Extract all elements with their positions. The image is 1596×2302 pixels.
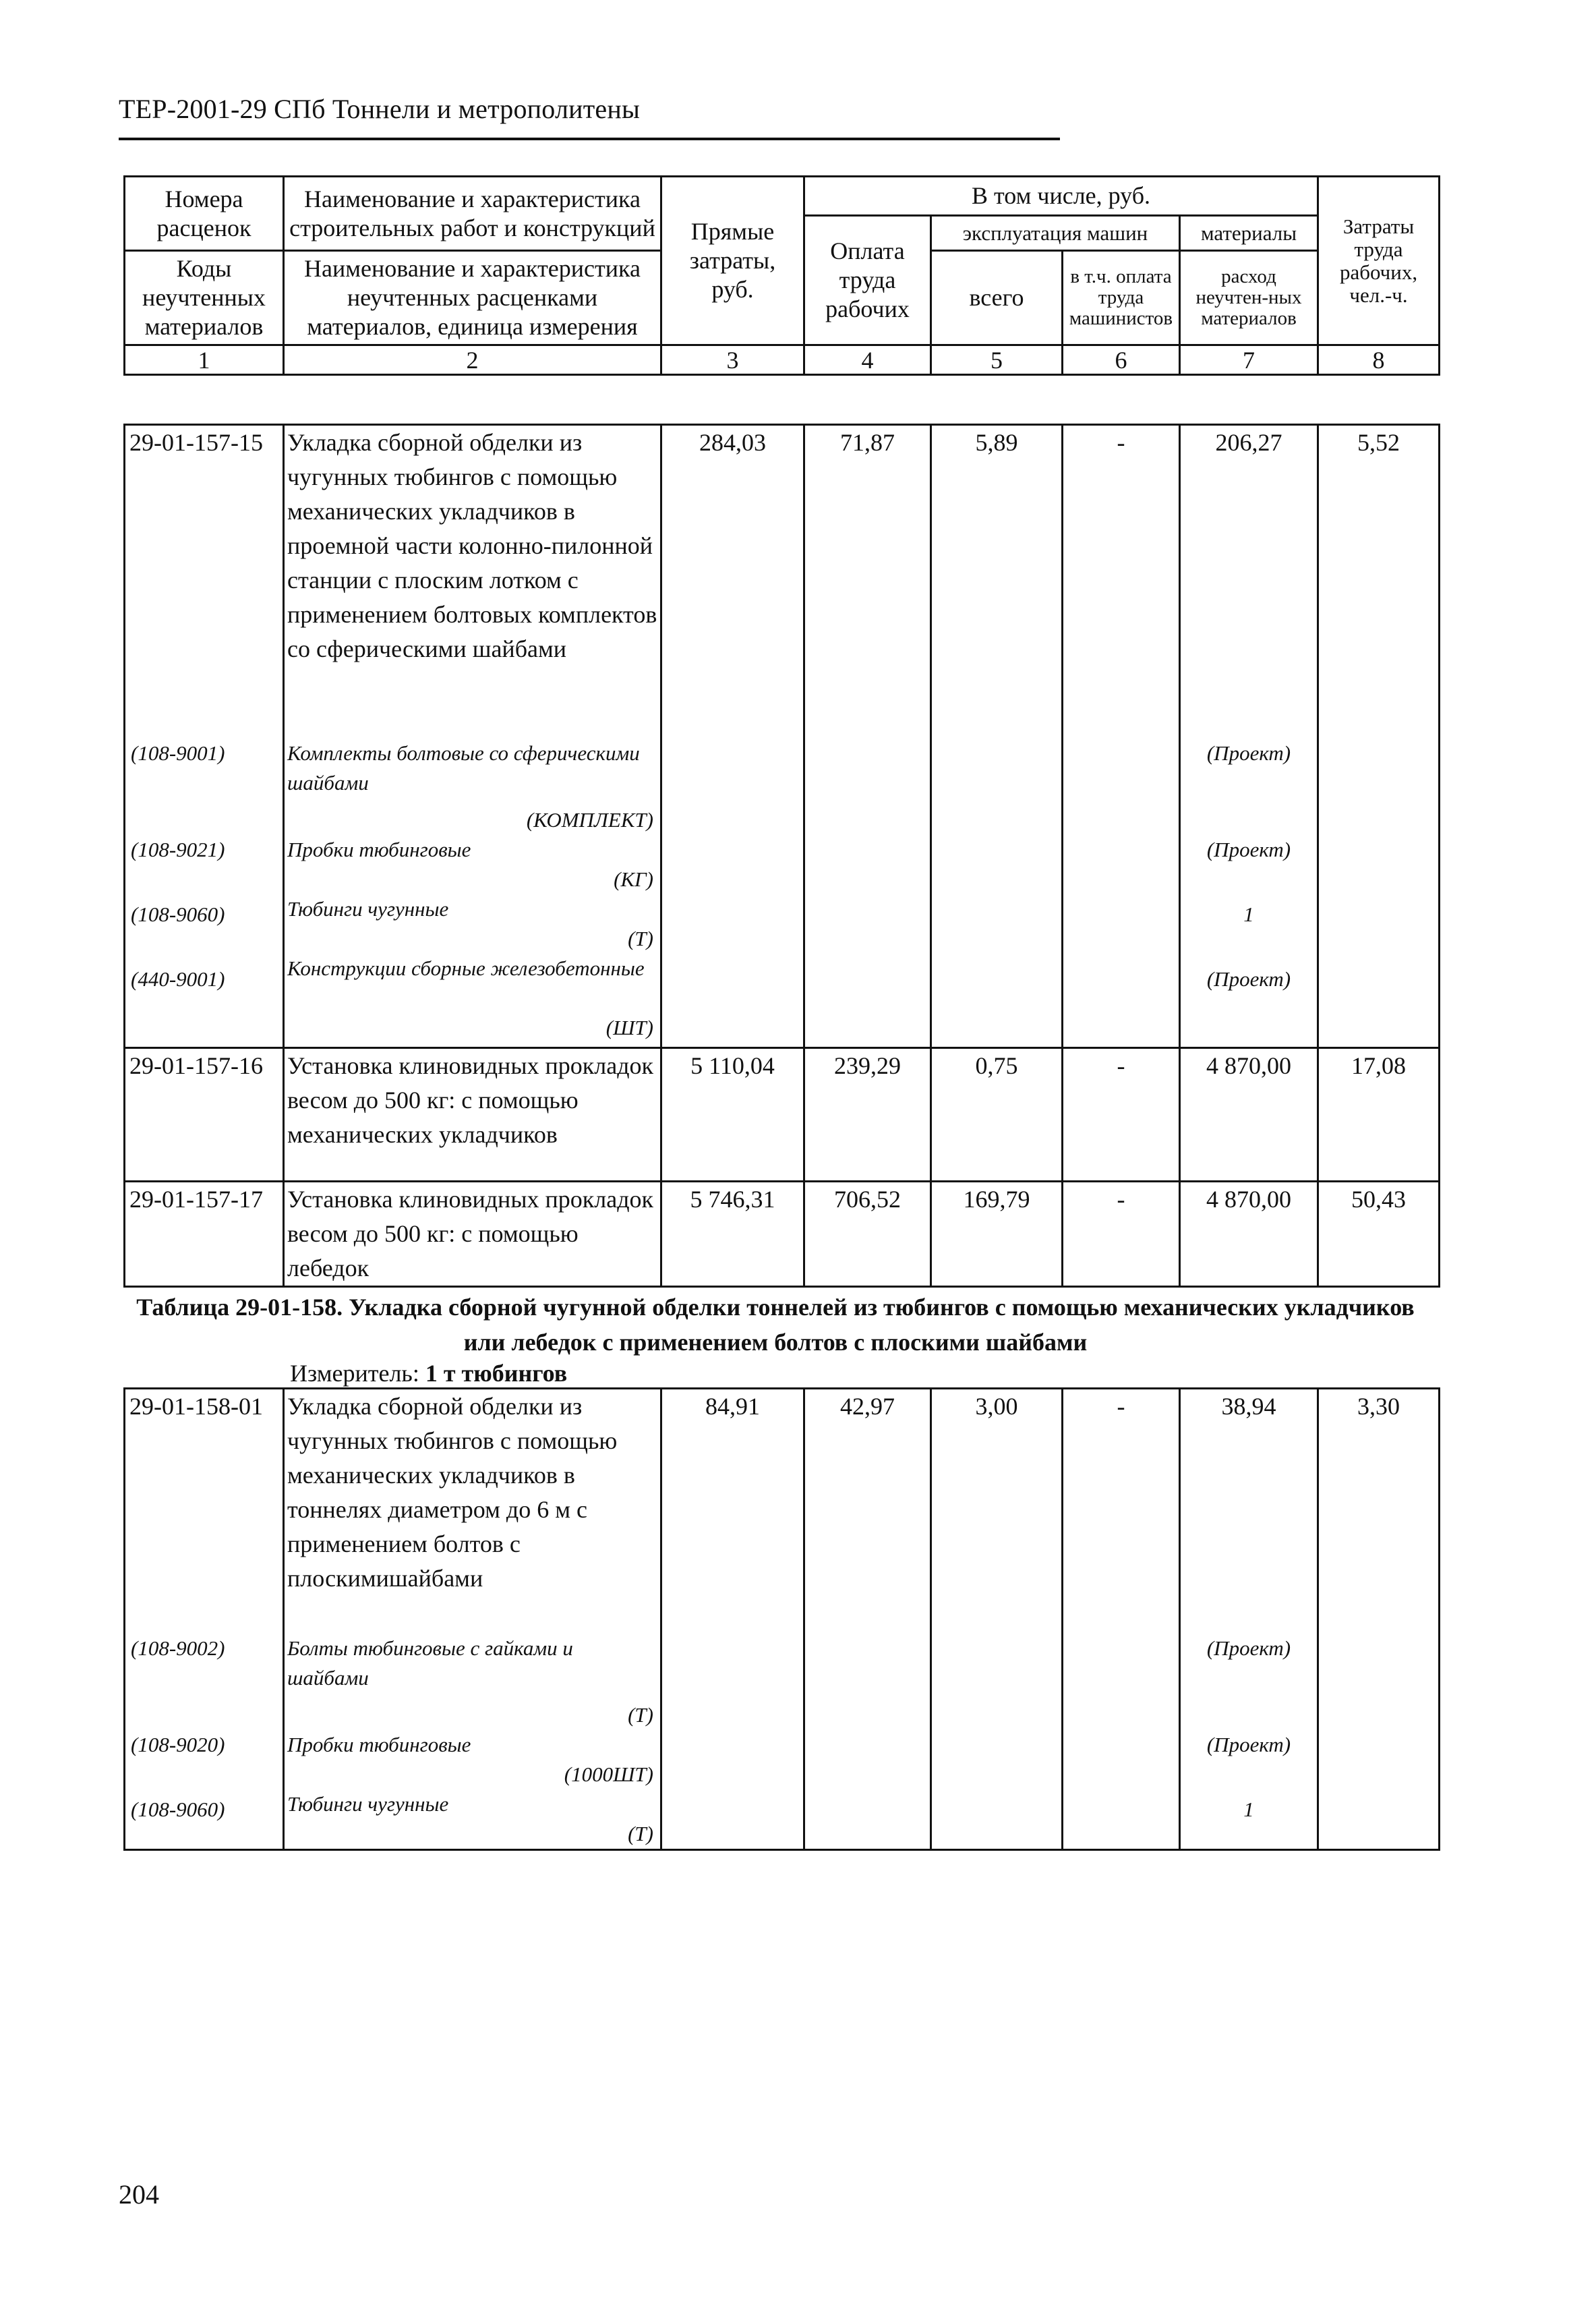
operators-pay-value: - [1063, 1389, 1180, 1850]
materials-value: 38,94 (Проект) (Проект) 1 [1180, 1389, 1318, 1850]
table-row [125, 1048, 1440, 1182]
material-name: Комплекты болтовые со сферическими шайбами [287, 741, 640, 795]
material-unit: (1000ШТ) [564, 1762, 653, 1786]
measure-value: 1 т тюбингов [425, 1360, 568, 1387]
operators-pay-value: - [1063, 425, 1180, 1048]
labor-hours-value: 5,52 [1318, 425, 1440, 1048]
materials-value: 4 870,00 [1180, 1182, 1318, 1287]
material-consumption: (Проект) [1206, 838, 1291, 861]
labor-pay-value: 706,52 [804, 1182, 931, 1287]
material-consumption: (Проект) [1206, 1636, 1291, 1660]
operators-pay-value: - [1063, 1048, 1180, 1182]
rate-name: Укладка сборной обделки из чугунных тюбингов с помощью механических укладчиков в тоннелях диаметром до 6 м с применением болтов с плоскимишайбами Болты тюбинговые с гайками и шайбами (Т) Пробки тюбинговые (1000ШТ) Тюбинги чугунные (Т) [284, 1389, 661, 1850]
table-row [125, 1182, 1440, 1287]
materials-value: 4 870,00 [1180, 1048, 1318, 1182]
direct-costs-value: 284,03 [661, 425, 804, 1048]
machines-value: 169,79 [931, 1182, 1063, 1287]
column-header-table [123, 175, 1440, 376]
measure-label: Измеритель: [290, 1360, 419, 1387]
material-unit: (Т) [628, 927, 653, 950]
header-machines-total: всего [931, 251, 1063, 345]
header-materials-consumption: расход неучтен-ных материалов [1180, 251, 1318, 345]
machines-value: 3,00 [931, 1389, 1063, 1850]
material-consumption: (Проект) [1206, 741, 1291, 765]
material-consumption: (Проект) [1206, 1733, 1291, 1756]
table-row [125, 1389, 1440, 1850]
header-labor-pay: Оплата труда рабочих [804, 216, 931, 345]
material-unit: (КОМПЛЕКТ) [526, 808, 653, 832]
material-unit: (ШТ) [605, 1016, 653, 1039]
header-unaccounted-name: Наименование и характеристика неучтенных расценками материалов, единица измерения [284, 251, 661, 345]
material-code: (108-9021) [131, 838, 225, 861]
material-code: (108-9002) [131, 1636, 225, 1660]
rate-code: 29-01-158-01 (108-9002) (108-9020) (108-9060) [125, 1389, 284, 1850]
page-number: 204 [119, 2179, 159, 2210]
rate-code: 29-01-157-17 [125, 1182, 284, 1287]
material-consumption: 1 [1243, 902, 1254, 926]
header-rule [119, 138, 1060, 140]
rates-table-158 [123, 1387, 1440, 1851]
material-name: Пробки тюбинговые [287, 838, 471, 861]
rates-table-157 [123, 424, 1440, 1288]
materials-value: 206,27 (Проект) (Проект) 1 (Проект) [1180, 425, 1318, 1048]
col-number-7: 7 [1180, 345, 1318, 375]
col-number-8: 8 [1318, 345, 1440, 375]
material-code: (108-9060) [131, 902, 225, 926]
running-head: ТЕР-2001-29 СПб Тоннели и метрополитены [119, 94, 641, 124]
material-name: Пробки тюбинговые [287, 1733, 471, 1756]
col-number-1: 1 [125, 345, 284, 375]
operators-pay-value: - [1063, 1182, 1180, 1287]
table-row [125, 425, 1440, 1048]
labor-hours-value: 17,08 [1318, 1048, 1440, 1182]
col-number-5: 5 [931, 345, 1063, 375]
col-number-4: 4 [804, 345, 931, 375]
header-materials-group: материалы [1180, 216, 1318, 251]
header-direct-costs: Прямые затраты, руб. [661, 177, 804, 345]
material-code: (108-9060) [131, 1797, 225, 1821]
direct-costs-value: 5 746,31 [661, 1182, 804, 1287]
measure-line [290, 1360, 567, 1387]
material-name: Конструкции сборные железобетонные [287, 956, 645, 980]
rate-name: Установка клиновидных прокладок весом до 500 кг: с помощью лебедок [284, 1182, 661, 1287]
machines-value: 0,75 [931, 1048, 1063, 1182]
col-number-2: 2 [284, 345, 661, 375]
labor-hours-value: 3,30 [1318, 1389, 1440, 1850]
material-code: (440-9001) [131, 967, 225, 991]
material-consumption: (Проект) [1206, 967, 1291, 991]
direct-costs-value: 5 110,04 [661, 1048, 804, 1182]
table-caption: Таблица 29-01-158. Укладка сборной чугунной обделки тоннелей из тюбингов с помощью механических укладчиков или лебедок с применением болтов с плоскими шайбами [136, 1294, 1415, 1356]
header-including-group: В том числе, руб. [804, 177, 1318, 216]
material-name: Тюбинги чугунные [287, 1792, 449, 1816]
col-number-6: 6 [1063, 345, 1180, 375]
material-code: (108-9001) [131, 741, 225, 765]
labor-hours-value: 50,43 [1318, 1182, 1440, 1287]
header-work-name: Наименование и характеристика строительных работ и конструкций [284, 177, 661, 251]
labor-pay-value: 71,87 [804, 425, 931, 1048]
machines-value: 5,89 [931, 425, 1063, 1048]
rate-code: 29-01-157-15 (108-9001) (108-9021) (108-9060) (440-9001) [125, 425, 284, 1048]
material-code: (108-9020) [131, 1733, 225, 1756]
rate-code: 29-01-157-16 [125, 1048, 284, 1182]
labor-pay-value: 239,29 [804, 1048, 931, 1182]
material-unit: (Т) [628, 1703, 653, 1727]
direct-costs-value: 84,91 [661, 1389, 804, 1850]
header-labor-hours: Затраты труда рабочих, чел.-ч. [1318, 177, 1440, 345]
header-unaccounted-codes: Коды неучтенных материалов [125, 251, 284, 345]
rate-name: Установка клиновидных прокладок весом до 500 кг: с помощью механических укладчиков [284, 1048, 661, 1182]
rate-name: Укладка сборной обделки из чугунных тюбингов с помощью механических укладчиков в проемной части колонно-пилонной станции с плоским лотком с применением болтовых комплектов со сферическими шайбами Комплекты болтовые со сферическими шайбами (КОМПЛЕКТ) Пробки тюбинговые (КГ) Тюбинги чугунные (Т) Конструкции сборные железобетонные (ШТ) [284, 425, 661, 1048]
header-operators-pay: в т.ч. оплата труда машинистов [1063, 251, 1180, 345]
material-name: Болты тюбинговые с гайками и шайбами [287, 1636, 573, 1690]
material-unit: (Т) [628, 1822, 653, 1845]
labor-pay-value: 42,97 [804, 1389, 931, 1850]
material-consumption: 1 [1243, 1797, 1254, 1821]
col-number-3: 3 [661, 345, 804, 375]
material-unit: (КГ) [614, 867, 653, 891]
header-machines-group: эксплуатация машин [931, 216, 1180, 251]
header-rate-numbers: Номера расценок [125, 177, 284, 251]
material-name: Тюбинги чугунные [287, 897, 449, 921]
